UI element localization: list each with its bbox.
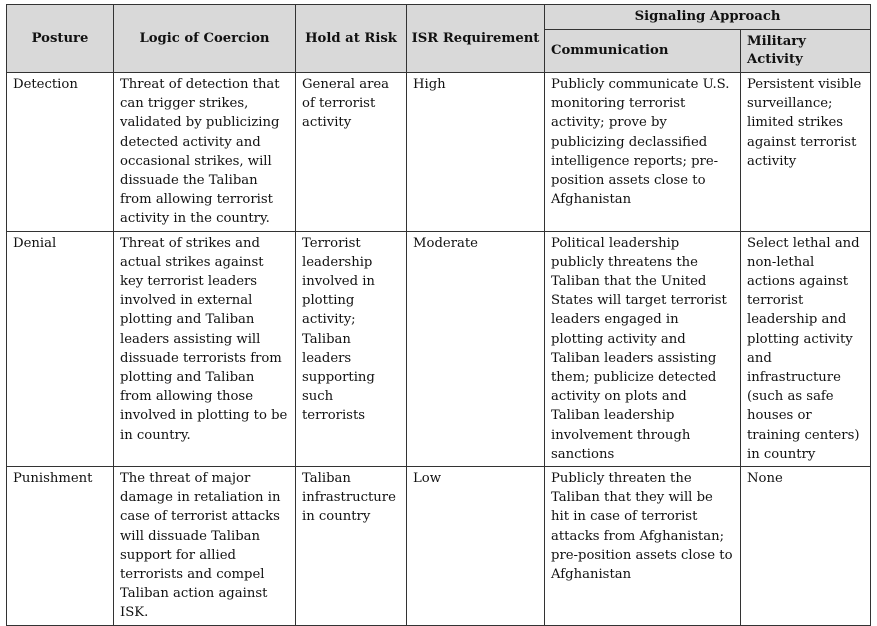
- table-row: [7, 73, 871, 232]
- header-hold-at-risk: Hold at Risk: [296, 5, 407, 73]
- cell-isr: Moderate: [407, 231, 545, 466]
- cell-logic: The threat of major damage in retaliation in case of terrorist attacks will dissuade Taliban support for allied terrorists and compel Taliban action against ISK.: [114, 467, 296, 626]
- header-signaling-approach: Signaling Approach: [545, 5, 871, 30]
- cell-hold: Taliban infrastructure in country: [296, 467, 407, 626]
- cell-posture: Punishment: [7, 467, 114, 626]
- cell-logic: Threat of detection that can trigger strikes, validated by publicizing detected activity and occasional strikes, will dissuade the Taliban from allowing terrorist activity in the country.: [114, 73, 296, 232]
- header-row: [7, 5, 871, 30]
- cell-military: None: [741, 467, 871, 626]
- table-row: [7, 467, 871, 626]
- header-communication: Communication: [545, 30, 741, 73]
- cell-military: Persistent visible surveillance; limited strikes against terrorist activity: [741, 73, 871, 232]
- cell-posture: Denial: [7, 231, 114, 466]
- cell-communication: Publicly threaten the Taliban that they will be hit in case of terrorist attacks from Afghanistan; pre-position assets close to Afghanistan: [545, 467, 741, 626]
- cell-isr: High: [407, 73, 545, 232]
- cell-hold: General area of terrorist activity: [296, 73, 407, 232]
- header-posture: Posture: [7, 5, 114, 73]
- header-military-activity: Military Activity: [741, 30, 871, 73]
- cell-logic: Threat of strikes and actual strikes against key terrorist leaders involved in external plotting and Taliban leaders assisting will dissuade terrorists from plotting and Taliban from allowing those involved in plotting to be in country.: [114, 231, 296, 466]
- cell-hold: Terrorist leadership involved in plotting activity; Taliban leaders supporting such terrorists: [296, 231, 407, 466]
- header-isr-requirement: ISR Requirement: [407, 5, 545, 73]
- cell-communication: Political leadership publicly threatens the Taliban that the United States will target terrorist leaders engaged in plotting activity and Taliban leaders assisting them; publicize detected activity on plots and Taliban leadership involvement through sanctions: [545, 231, 741, 466]
- cell-communication: Publicly communicate U.S. monitoring terrorist activity; prove by publicizing declassified intelligence reports; pre-position assets close to Afghanistan: [545, 73, 741, 232]
- header-logic-of-coercion: Logic of Coercion: [114, 5, 296, 73]
- coercion-postures-table: [6, 4, 871, 626]
- table-row: [7, 231, 871, 466]
- cell-isr: Low: [407, 467, 545, 626]
- cell-military: Select lethal and non-lethal actions against terrorist leadership and plotting activity and infrastructure (such as safe houses or training centers) in country: [741, 231, 871, 466]
- cell-posture: Detection: [7, 73, 114, 232]
